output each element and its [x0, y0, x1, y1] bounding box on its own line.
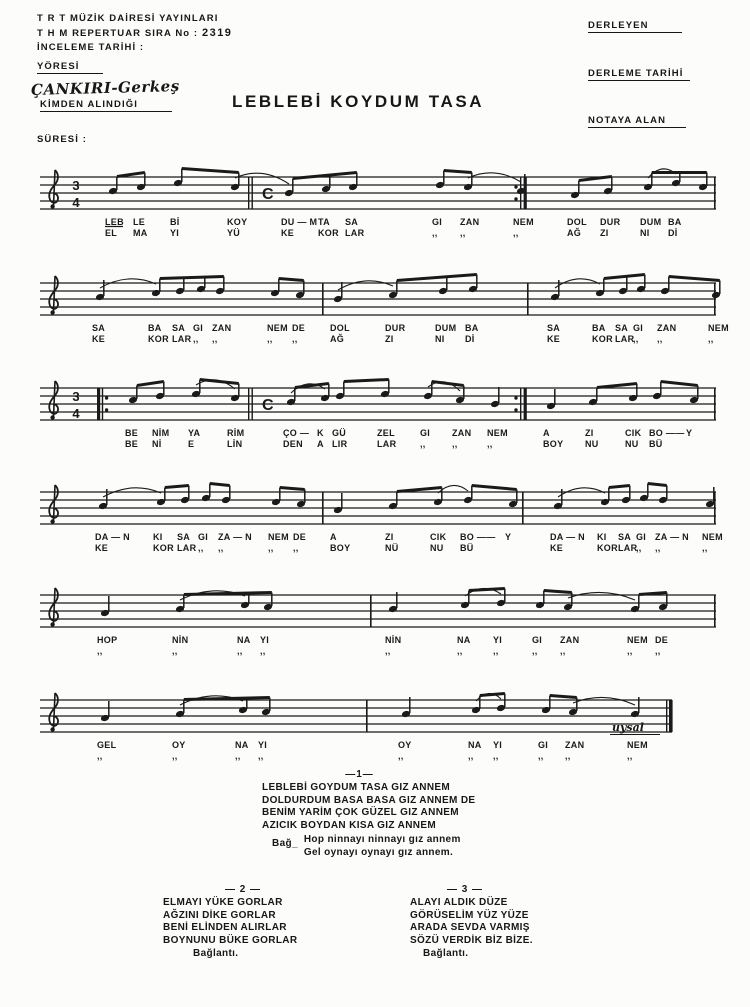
beam [432, 380, 464, 387]
lyric-syllable-alt: AĞ [330, 334, 345, 344]
lyric-syllable-alt: BÜ [460, 543, 474, 553]
beam [280, 486, 305, 491]
verse-1-refrain [252, 834, 497, 859]
lyric-syllable-alt: LİN [227, 439, 243, 449]
lyric-syllable: A [330, 532, 337, 542]
lyric-syllable-alt: KOR [148, 334, 169, 344]
lyric-syllable: NEM [702, 532, 723, 542]
lyric-syllable-alt: Nİ [152, 439, 162, 449]
lyric-syllable-alt: ,, [702, 543, 708, 553]
lyric-syllable: GI [532, 635, 543, 645]
verse-2 [163, 884, 333, 961]
lyric-syllable-alt: ,, [657, 334, 663, 344]
lyric-syllable-alt: YÜ [227, 228, 241, 238]
lyric-syllable-alt: ,, [655, 646, 661, 656]
lyric-syllable: ZA — N [218, 532, 252, 542]
lyric-syllable: KOY [227, 217, 248, 227]
lyric-syllable: A [543, 428, 550, 438]
region-label: YÖRESİ [37, 61, 103, 74]
beam [648, 482, 667, 487]
lyric-syllable-alt: NU [430, 543, 444, 553]
lyric-syllable-alt: ,, [627, 751, 633, 761]
lyric-syllable: YI [493, 635, 503, 645]
lyric-syllable: Y [686, 428, 693, 438]
lyric-syllable-alt: ,, [708, 334, 714, 344]
beam [661, 380, 698, 387]
lyric-syllable-alt: BOY [330, 543, 351, 553]
verse-line: BOYNUNU BÜKE GORLAR [163, 934, 298, 946]
lyric-syllable: DOL [567, 217, 587, 227]
lyric-syllable-alt: LAR [377, 439, 397, 449]
lyric-syllable-alt: LAR [615, 334, 635, 344]
lyric-syllable-alt: BE [125, 439, 139, 449]
beam [182, 167, 239, 174]
lyric-syllable-alt: Dİ [668, 228, 678, 238]
staff-system-3 [40, 378, 716, 449]
lyric-syllable: SA [618, 532, 632, 542]
lyric-syllable: DUR [600, 217, 621, 227]
verse-line: DOLDURDUM BASA BASA GIZ ANNEM DE [262, 794, 476, 806]
notated-by-label: NOTAYA ALAN [588, 115, 686, 128]
lyric-syllable-alt: ,, [385, 646, 391, 656]
lyric-syllable-alt: KE [547, 334, 561, 344]
staff-system-4 [40, 482, 723, 553]
lyric-syllable-alt: KOR [597, 543, 618, 553]
lyric-syllable-alt: LAR [345, 228, 365, 238]
lyric-syllable: LEB [105, 217, 124, 227]
lyric-syllable: CIK [625, 428, 642, 438]
lyric-syllable: NEM [708, 323, 729, 333]
lyric-syllable: SA [547, 323, 561, 333]
lyric-syllable: DE [293, 532, 307, 542]
lyric-syllable-alt: ,, [452, 439, 458, 449]
repertoire-label: T H M REPERTUAR SIRA No : [37, 28, 199, 39]
lyric-syllable: ZAN [460, 217, 480, 227]
beam [579, 175, 612, 182]
verse-line: BENİ ELİNDEN ALIRLAR [163, 922, 287, 934]
lyric-syllable: GI [420, 428, 431, 438]
lyric-syllable: GI [432, 217, 443, 227]
lyric-syllable: BO —— [649, 428, 685, 438]
region-value-handwritten: ÇANKIRI-Gerkeş [30, 77, 180, 99]
lyric-syllable-alt: KE [92, 334, 106, 344]
lyric-syllable-alt: ,, [293, 543, 299, 553]
lyric-syllable: SA [615, 323, 629, 333]
refrain-lines [298, 834, 461, 859]
svg-text:4: 4 [72, 406, 80, 421]
lyric-syllable: NA [468, 740, 482, 750]
beam [604, 273, 645, 280]
lyric-syllable-alt: ,, [432, 228, 438, 238]
lyric-syllable-alt: ,, [457, 646, 463, 656]
lyric-syllable: ÇO — [283, 428, 310, 438]
lyric-syllable-alt: ,, [398, 751, 404, 761]
lyric-syllable-alt: ,, [633, 334, 639, 344]
time-signature: 3 [72, 389, 80, 404]
lyric-syllable: GÜ [332, 428, 347, 438]
verse-line: ELMAYI YÜKE GORLAR [163, 897, 283, 908]
lyric-syllable: SA [172, 323, 186, 333]
beam [293, 171, 357, 180]
lyric-syllable: OY [172, 740, 186, 750]
verse-1-number: —1— [345, 769, 374, 780]
lyric-syllable: DUM [640, 217, 662, 227]
verse-line: AZICIK BOYDAN KISA GIZ ANNEM [262, 819, 437, 831]
slur [338, 281, 393, 290]
verse-line: ARADA SEVDA VARMIŞ [410, 922, 530, 934]
lyric-syllable: BO —— [460, 532, 496, 542]
verse-3-lines [410, 897, 590, 947]
lyric-syllable: DU — M [281, 217, 318, 227]
lyric-syllable: NİN [385, 635, 402, 645]
lyric-syllable-alt: NU [625, 439, 639, 449]
collector-label: DERLEYEN [588, 20, 682, 33]
lyric-syllable-alt: ,, [267, 334, 273, 344]
lyric-syllable: DUR [385, 323, 406, 333]
lyric-syllable: OY [398, 740, 412, 750]
lyric-syllable-alt: BOY [543, 439, 564, 449]
notator-signature: uysal [610, 721, 660, 735]
staff-system-6 [40, 692, 673, 761]
lyric-syllable-alt: ,, [627, 646, 633, 656]
lyric-syllable: NEM [627, 635, 648, 645]
lyric-syllable-alt: ,, [487, 439, 493, 449]
lyric-syllable-alt: ,, [218, 543, 224, 553]
lyric-syllable-alt: NÜ [385, 543, 399, 553]
lyric-syllable: DA — N [95, 532, 130, 542]
beam [669, 275, 720, 282]
publisher-line: T R T MÜZİK DAİRESİ YAYINLARI [37, 13, 219, 24]
lyric-syllable: Bİ [170, 217, 180, 227]
lyric-syllable: GI [193, 323, 204, 333]
lyric-syllable-alt: ,, [97, 646, 103, 656]
lyric-syllable: NEM [267, 323, 288, 333]
lyric-syllable-alt: NU [585, 439, 599, 449]
lyric-syllable: SA [177, 532, 191, 542]
lyric-syllable: ZAN [212, 323, 232, 333]
lyric-syllable: DUM [435, 323, 457, 333]
lyric-syllable: DA — N [550, 532, 585, 542]
beam [165, 484, 189, 489]
beam [550, 694, 577, 699]
lyric-syllable-alt: LAR [172, 334, 192, 344]
lyric-syllable: BA [592, 323, 606, 333]
lyric-syllable-alt: E [188, 439, 195, 449]
review-date-label: İNCELEME TARİHİ : [37, 42, 145, 53]
slur [573, 697, 635, 705]
lyric-syllable-alt: ,, [193, 334, 199, 344]
verse-2-footer: Bağlantı. [193, 948, 239, 960]
refrain-line: Hop ninnayı ninnayı gız annem [303, 834, 461, 846]
lyric-syllable-alt: KE [281, 228, 295, 238]
lyric-syllable: DE [655, 635, 669, 645]
lyric-syllable: NEM [513, 217, 534, 227]
beam [344, 378, 389, 383]
refrain-label: Bağ_ [272, 838, 298, 850]
staff-system-1 [40, 167, 716, 238]
lyric-syllable: YI [258, 740, 268, 750]
lyric-syllable-alt: ,, [212, 334, 218, 344]
lyric-syllable-alt: ,, [468, 751, 474, 761]
lyric-syllable-alt: ,, [198, 543, 204, 553]
verse-3 [410, 884, 590, 961]
lyric-syllable-alt: ,, [292, 334, 298, 344]
lyric-syllable: DOL [330, 323, 350, 333]
verse-1-lines [252, 782, 497, 832]
lyric-syllable-alt: KE [550, 543, 564, 553]
lyric-syllable: YA [188, 428, 201, 438]
lyric-syllable: ZI [585, 428, 594, 438]
refrain-line: Gel oynayı oynayı gız annem. [303, 846, 454, 858]
lyric-syllable-alt: ,, [636, 543, 642, 553]
lyric-syllable-alt: LAR [618, 543, 638, 553]
lyric-syllable-alt: ,, [565, 751, 571, 761]
lyric-syllable: YI [493, 740, 503, 750]
beam [210, 482, 230, 487]
lyric-syllable-alt: KOR [592, 334, 613, 344]
verse-line: AĞZINI DİKE GORLAR [163, 909, 276, 921]
song-title: LEBLEBİ KOYDUM TASA [232, 92, 485, 111]
lyric-syllable-alt: ,, [493, 751, 499, 761]
verse-line: GÖRÜSELİM YÜZ YÜZE [410, 909, 529, 921]
lyric-syllable-alt: LAR [177, 543, 197, 553]
lyric-syllable: BA [148, 323, 162, 333]
lyric-syllable: SA [345, 217, 359, 227]
verse-3-footer: Bağlantı. [423, 948, 469, 960]
lyric-syllable-alt: ZI [385, 334, 394, 344]
lyric-syllable-alt: ,, [460, 228, 466, 238]
beam [279, 277, 304, 282]
lyric-syllable: NEM [487, 428, 508, 438]
common-time-signature: C [262, 186, 274, 203]
beam [444, 169, 472, 174]
lyric-syllable-alt: KOR [153, 543, 174, 553]
lyric-syllable: KI [153, 532, 163, 542]
lyric-syllable: ZEL [377, 428, 395, 438]
lyric-syllable: NA [457, 635, 471, 645]
slur [568, 592, 635, 600]
lyric-syllable-alt: ,, [235, 751, 241, 761]
lyric-syllable-alt: KOR [318, 228, 339, 238]
lyric-syllable-alt: Dİ [465, 334, 475, 344]
lyric-syllable: GI [538, 740, 549, 750]
lyric-syllable-alt: ,, [538, 751, 544, 761]
lyric-syllable: ZAN [560, 635, 580, 645]
duration-label: SÜRESİ : [37, 134, 87, 145]
lyric-syllable-alt: ,, [268, 543, 274, 553]
lyric-syllable-alt: KE [95, 543, 109, 553]
lyric-syllable: ZA — N [655, 532, 689, 542]
staff-system-2 [40, 273, 729, 344]
verse-line: LEBLEBİ GOYDUM TASA GIZ ANNEM [262, 782, 451, 793]
lyric-syllable: TA [318, 217, 330, 227]
beam [469, 587, 505, 592]
lyric-syllable: NEM [268, 532, 289, 542]
beam [160, 275, 224, 280]
beam [397, 273, 477, 282]
lyric-syllable-alt: EL [105, 228, 118, 238]
lyric-syllable-alt: ,, [560, 646, 566, 656]
beam [137, 380, 164, 387]
lyric-syllable: BA [465, 323, 479, 333]
collection-date-label: DERLEME TARİHİ [588, 68, 690, 81]
lyric-syllable: LE [133, 217, 146, 227]
lyric-syllable-alt: BÜ [649, 439, 663, 449]
lyric-syllable: NİN [172, 635, 189, 645]
lyric-syllable-alt: ,, [97, 751, 103, 761]
lyric-syllable: YI [260, 635, 270, 645]
lyric-syllable: HOP [97, 635, 118, 645]
lyric-syllable: K [317, 428, 324, 438]
lyric-syllable: ZAN [565, 740, 585, 750]
beam [200, 378, 239, 385]
lyric-syllable: GEL [97, 740, 117, 750]
lyric-syllable: ZAN [657, 323, 677, 333]
staff-system-5 [40, 587, 716, 656]
lyric-syllable: RİM [227, 428, 245, 438]
verse-line: BENİM YARİM ÇOK GÜZEL GIZ ANNEM [262, 807, 459, 819]
lyric-syllable-alt: NI [640, 228, 650, 238]
lyric-syllable-alt: ,, [532, 646, 538, 656]
svg-text:4: 4 [72, 195, 80, 210]
beam [472, 484, 517, 491]
lyric-syllable: KI [597, 532, 607, 542]
source-person-label: KİMDEN ALINDIĞI [40, 99, 172, 112]
common-time-signature: C [262, 397, 274, 414]
lyric-syllable: NİM [152, 428, 170, 438]
lyric-syllable-alt: YI [170, 228, 180, 238]
lyric-syllable: CIK [430, 532, 447, 542]
lyric-syllable-alt: ,, [513, 228, 519, 238]
repertoire-number: 2319 [201, 27, 233, 39]
lyric-syllable-alt: MA [133, 228, 148, 238]
lyric-syllable-alt: ,, [260, 646, 266, 656]
lyric-syllable-alt: LIR [332, 439, 348, 449]
lyric-syllable: GI [636, 532, 647, 542]
lyric-syllable-alt: NI [435, 334, 445, 344]
lyric-syllable: DE [292, 323, 306, 333]
lyric-syllable-alt: DEN [283, 439, 303, 449]
verse-1 [252, 769, 497, 860]
lyric-syllable-alt: ,, [172, 646, 178, 656]
lyric-syllable-alt: ,, [655, 543, 661, 553]
slur [235, 173, 289, 184]
lyric-syllable-alt: AĞ [567, 228, 582, 238]
lyric-syllable: NA [237, 635, 251, 645]
lyric-syllable: Y [505, 532, 512, 542]
verse-2-lines [163, 897, 333, 947]
lyric-syllable-alt: ,, [493, 646, 499, 656]
beam [544, 589, 572, 594]
lyric-syllable: ZAN [452, 428, 472, 438]
lyric-syllable: ZI [385, 532, 394, 542]
lyric-syllable: SA [92, 323, 106, 333]
verse-2-number: — 2 — [224, 884, 262, 895]
lyric-syllable: GI [633, 323, 644, 333]
lyric-syllable: BA [668, 217, 682, 227]
lyric-syllable: NEM [627, 740, 648, 750]
lyric-syllable-alt: ,, [172, 751, 178, 761]
lyric-syllable-alt: ,, [420, 439, 426, 449]
lyric-syllable: GI [198, 532, 209, 542]
verse-line: ALAYI ALDIK DÜZE [410, 897, 508, 908]
verse-3-number: — 3 — [446, 884, 484, 895]
lyric-syllable-alt: ,, [237, 646, 243, 656]
lyric-syllable-alt: ,, [258, 751, 264, 761]
lyric-syllable-alt: A [317, 439, 324, 449]
lyric-syllable-alt: ZI [600, 228, 609, 238]
beam [609, 484, 630, 489]
verse-line: SÖZÜ VERDİK BİZ BİZE. [410, 934, 533, 946]
lyric-syllable: BE [125, 428, 139, 438]
lyric-syllable: NA [235, 740, 249, 750]
time-signature: 3 [72, 178, 80, 193]
